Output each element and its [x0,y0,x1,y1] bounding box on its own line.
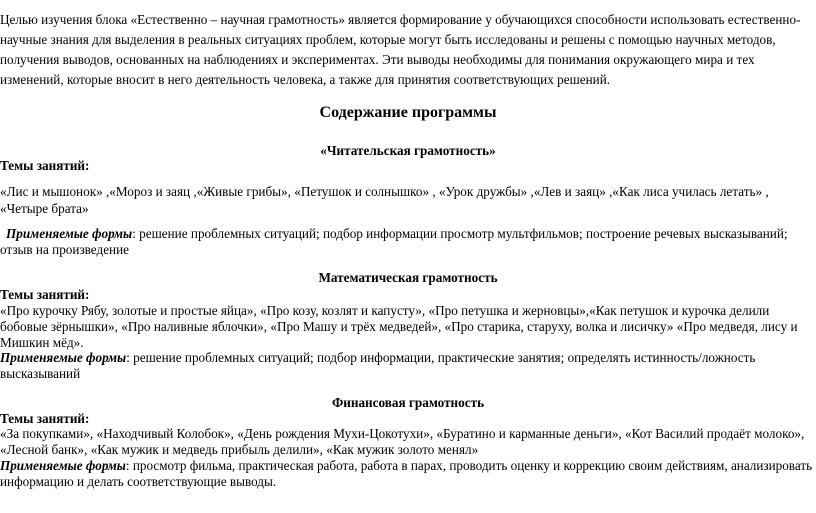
forms-line: информацию и делать соответствующие выводы. [0,474,277,489]
program-title: Содержание программы [319,104,497,121]
topics-line: «За покупками», «Находчивый Колобок», «День рождения Мухи-Цокотухи», «Буратино и карманные деньги», «Кот Василий продаёт молоко», [0,426,805,441]
intro-line: Целью изучения блока «Естественно – научная грамотность» является формирование у обучающихся способности использовать естественно- [0,12,801,27]
section-title: «Читательская грамотность» [320,143,496,158]
forms-text: : решение проблемных ситуаций; подбор информации просмотр мультфильмов; построение речевых высказываний; [132,226,788,241]
topics-line: бобовые зёрнышки», «Про наливные яблочки», «Про Машу и трёх медведей», «Про старика, старуху, волка и лисичку» «Про медведя, лису и [0,319,798,334]
forms-line: отзыв на произведение [0,242,130,257]
forms-label: Применяемые формы [0,350,127,365]
forms-text: : решение проблемных ситуаций; подбор информации, практические занятия; определять истинность/ложность [126,350,756,365]
topics-label: Темы занятий: [0,411,90,426]
intro-line: получения выводов, основанных на наблюдениях и экспериментах. Эти выводы необходимы для понимания окружающего мира и тех [0,52,755,67]
topics-line: «Лис и мышонок» ,«Мороз и заяц ,«Живые грибы», «Петушок и солнышко» , «Урок дружбы» ,«Лев и заяц» ,«Как лиса училась летать» , [0,184,769,199]
forms-line [6,226,788,242]
forms-label: Применяемые формы [6,226,133,241]
forms-label: Применяемые формы [0,458,126,473]
forms-line [0,350,755,366]
topics-line: «Четыре брата» [0,201,89,216]
intro-line: изменений, которые вносит в него деятельность человека, а также для принятия соответствующих решений. [0,72,611,87]
intro-line: научные знания для выделения в реальных ситуациях проблем, которые могут быть исследованы и решены с помощью научных методов, [0,32,776,47]
topics-label: Темы занятий: [0,158,90,173]
forms-line [0,458,812,474]
topics-line: «Лесной банк», «Как мужик и медведь прибыль делили», «Как мужик золото менял» [0,442,479,457]
topics-label: Темы занятий: [0,287,90,302]
topics-line: «Про курочку Рябу, золотые и простые яйца», «Про козу, козлят и капусту», «Про петушка и жерновцы»,«Как петушок и курочка делили [0,303,770,318]
section-title: Математическая грамотность [318,270,498,285]
section-title: Финансовая грамотность [331,395,485,410]
forms-text: : просмотр фильма, практическая работа, работа в парах, проводить оценку и коррекцию своим действиям, анализировать [125,458,813,473]
topics-line: Мишкин мёд». [0,335,84,350]
forms-line: высказываний [0,366,81,381]
